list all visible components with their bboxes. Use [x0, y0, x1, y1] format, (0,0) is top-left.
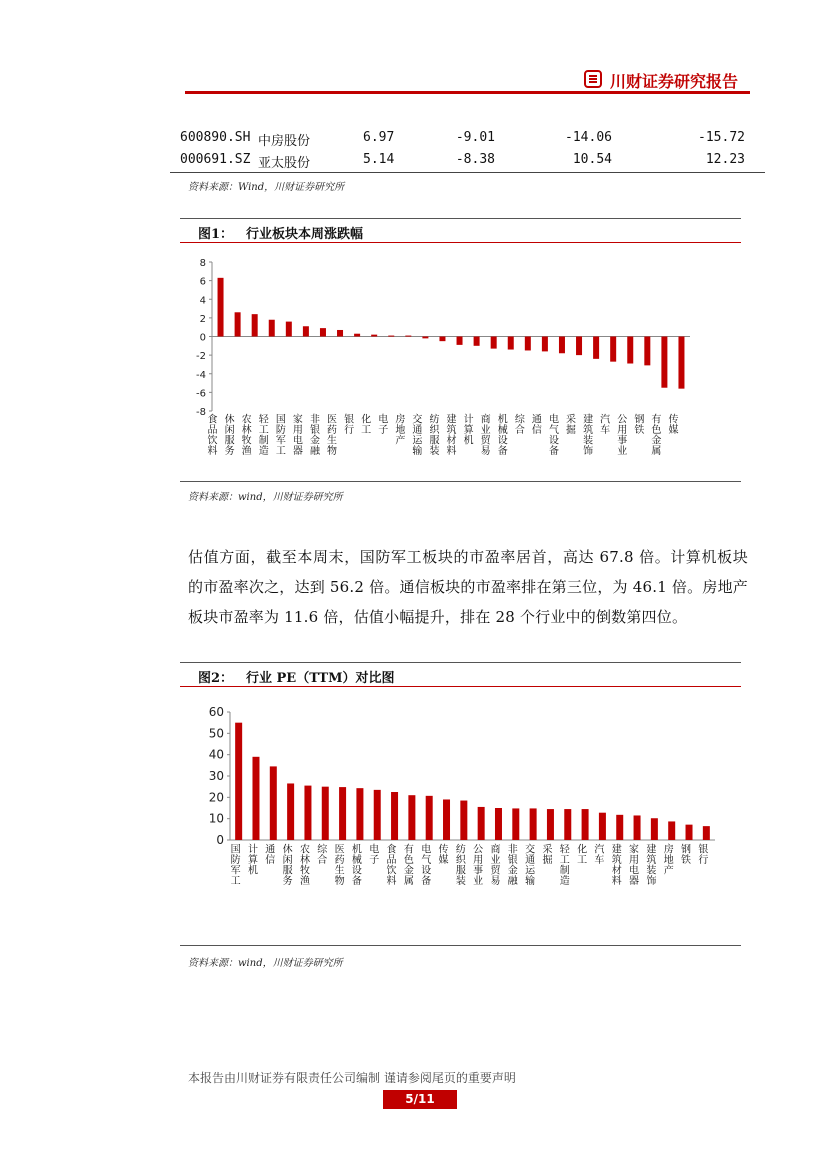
- x-category-label: [549, 413, 559, 458]
- x-category-label: [361, 413, 371, 437]
- x-category-text: 商业贸易: [490, 844, 501, 887]
- x-category-text: 机械设备: [351, 844, 362, 887]
- y-tick-label: 30: [208, 769, 224, 783]
- x-category-label: [532, 414, 542, 437]
- bar: [235, 723, 242, 840]
- x-category-text: 有色金属: [651, 414, 662, 457]
- bar: [564, 809, 571, 840]
- bar: [474, 337, 480, 346]
- bar: [337, 330, 343, 337]
- table-row: [170, 128, 765, 150]
- bar: [303, 326, 309, 336]
- x-category-text: 建筑材料: [611, 844, 622, 887]
- x-category-label: [429, 413, 440, 458]
- x-category-text: 轻工制造: [559, 844, 570, 887]
- bar: [525, 337, 531, 351]
- bar: [426, 796, 433, 840]
- x-category-text: 建筑装饰: [583, 414, 594, 457]
- x-category-text: 房地产: [663, 844, 674, 877]
- bar: [269, 320, 275, 337]
- x-category-label: [310, 413, 321, 458]
- fig1-bottom-rule: [180, 481, 741, 482]
- x-category-label: [646, 843, 656, 888]
- table-row: [170, 150, 765, 172]
- x-category-text: 房地产: [395, 414, 406, 447]
- y-tick-label: 10: [208, 811, 224, 826]
- x-category-text: 农林牧渔: [241, 414, 252, 457]
- x-category-label: [242, 413, 252, 458]
- x-category-label: [283, 843, 293, 888]
- stock-value-1: 6.97: [363, 130, 395, 145]
- x-category-text: 钢铁: [634, 414, 645, 436]
- y-tick-label: 50: [208, 726, 224, 741]
- bar: [542, 337, 548, 352]
- x-category-label: [412, 413, 423, 458]
- x-category-text: 银行: [344, 414, 355, 436]
- bar: [391, 792, 398, 840]
- y-tick-label: -4: [196, 369, 206, 381]
- x-category-text: 计算机: [463, 414, 474, 447]
- bar: [661, 337, 667, 388]
- x-category-text: 综合: [514, 414, 525, 436]
- x-category-text: 国防军工: [230, 844, 241, 887]
- x-category-text: 家用电器: [629, 844, 640, 887]
- x-category-label: [225, 413, 235, 458]
- stock-value-4: 12.23: [705, 152, 745, 167]
- y-tick-label: 0: [216, 833, 224, 847]
- bar: [512, 808, 519, 840]
- x-category-text: 公用事业: [617, 414, 628, 457]
- stock-table: [170, 128, 765, 172]
- stock-code: 000691.SZ: [180, 152, 251, 167]
- bar: [508, 337, 514, 350]
- bar: [405, 336, 411, 337]
- fig2-title: 行业 PE（TTM）对比图: [246, 671, 395, 686]
- bar: [530, 808, 537, 840]
- bar: [651, 818, 658, 840]
- bar: [582, 809, 589, 840]
- x-category-label: [378, 413, 388, 437]
- bar: [610, 337, 616, 362]
- x-category-label: [395, 413, 405, 447]
- x-category-label: [352, 843, 362, 888]
- x-category-label: [651, 413, 661, 458]
- bar: [460, 801, 467, 840]
- x-category-label: [231, 844, 241, 888]
- fig1-source-note: 资料来源：wind，川财证券研究所: [188, 492, 343, 503]
- bar: [356, 788, 363, 840]
- x-category-text: 传媒: [438, 844, 449, 866]
- fig1-top-rule: [180, 218, 741, 219]
- x-category-label: [259, 414, 270, 458]
- fig1-bar-chart: [180, 250, 741, 480]
- fig2-top-rule: [180, 662, 741, 663]
- x-category-text: 钢铁: [681, 844, 692, 866]
- stock-value-3: -14.06: [565, 130, 612, 145]
- x-category-text: 化工: [577, 844, 588, 866]
- bar: [252, 757, 259, 840]
- y-tick-label: 6: [199, 276, 206, 288]
- x-category-text: 商业贸易: [480, 414, 491, 457]
- x-category-label: [265, 844, 275, 867]
- x-category-text: 国防军工: [275, 414, 286, 457]
- x-category-label: [293, 414, 303, 458]
- x-category-text: 非银金融: [309, 414, 320, 457]
- bar: [388, 336, 394, 337]
- x-category-text: 食品饮料: [386, 844, 397, 887]
- fig1-title-rule: [180, 242, 741, 243]
- x-category-label: [421, 843, 431, 888]
- stock-value-1: 5.14: [363, 152, 395, 167]
- bar: [354, 334, 360, 337]
- x-category-text: 休闲服务: [224, 414, 235, 457]
- x-category-text: 综合: [317, 844, 328, 866]
- bar: [371, 335, 377, 337]
- bar: [491, 337, 497, 349]
- x-category-text: 汽车: [594, 844, 605, 866]
- x-category-text: 化工: [361, 414, 372, 436]
- fig2-bar-chart: [180, 696, 741, 942]
- x-category-text: 医药生物: [334, 844, 345, 887]
- x-category-label: [664, 843, 674, 877]
- x-category-label: [456, 843, 467, 888]
- x-category-text: 建筑材料: [446, 414, 457, 457]
- stock-name: 中房股份: [258, 134, 311, 149]
- bar: [703, 826, 710, 840]
- x-category-text: 传媒: [668, 414, 679, 436]
- stock-value-2: -9.01: [455, 130, 495, 145]
- bar: [286, 322, 292, 337]
- bar: [422, 337, 428, 339]
- x-category-text: 农林牧渔: [299, 844, 310, 887]
- table-bottom-border: [170, 172, 765, 173]
- x-category-label: [248, 843, 258, 877]
- x-category-label: [508, 843, 519, 888]
- bar: [576, 337, 582, 356]
- stock-value-2: -8.38: [455, 152, 495, 167]
- y-tick-label: 20: [208, 790, 224, 805]
- x-category-label: [698, 843, 708, 867]
- y-tick-label: 60: [208, 705, 224, 719]
- stock-value-4: -15.72: [698, 130, 745, 145]
- x-category-label: [634, 413, 644, 437]
- x-category-label: [525, 843, 536, 888]
- x-category-label: [681, 843, 691, 867]
- bar: [668, 821, 675, 840]
- x-category-text: 非银金融: [507, 844, 518, 887]
- x-category-label: [617, 415, 627, 458]
- x-category-text: 有色金属: [403, 844, 414, 887]
- y-tick-label: 4: [199, 295, 206, 307]
- footer-disclaimer: 本报告由川财证券有限责任公司编制 谨请参阅尾页的重要声明: [188, 1071, 516, 1085]
- x-category-text: 轻工制造: [258, 414, 269, 457]
- x-category-text: 采掘: [542, 844, 553, 866]
- x-category-text: 电子: [378, 414, 389, 436]
- bar: [678, 337, 684, 389]
- x-category-text: 电子: [369, 844, 380, 866]
- x-category-text: 纺织服装: [429, 414, 440, 457]
- bar: [547, 809, 554, 840]
- report-header-title: 川财证券研究报告: [610, 72, 739, 91]
- page-number: 5/11: [383, 1090, 457, 1109]
- x-category-text: 通信: [531, 414, 542, 436]
- x-category-text: 交通运输: [412, 414, 423, 457]
- bar: [478, 807, 485, 840]
- y-tick-label: 8: [199, 258, 206, 269]
- x-category-label: [335, 844, 345, 888]
- x-category-label: [276, 414, 286, 458]
- x-category-text: 休闲服务: [282, 844, 293, 887]
- bar: [320, 328, 326, 336]
- y-tick-label: 0: [199, 332, 206, 344]
- header-divider: [185, 91, 750, 94]
- x-category-text: 纺织服装: [455, 844, 466, 887]
- bar: [593, 337, 599, 359]
- x-category-label: [566, 413, 576, 437]
- x-category-text: 家用电器: [292, 414, 303, 457]
- bar: [559, 337, 565, 354]
- bar: [339, 787, 346, 840]
- x-category-text: 医药生物: [327, 414, 338, 457]
- fig2-bottom-rule: [180, 945, 741, 946]
- bar: [270, 766, 277, 840]
- bar: [634, 815, 641, 840]
- bar: [616, 815, 623, 840]
- stock-name: 亚太股份: [258, 156, 311, 171]
- fig2-source-note: 资料来源：wind，川财证券研究所: [188, 958, 343, 969]
- x-category-label: [300, 843, 310, 888]
- fig1-label: 图1：: [198, 227, 234, 242]
- bar: [457, 337, 463, 345]
- y-tick-label: 40: [208, 747, 224, 762]
- bar: [644, 337, 650, 366]
- x-category-text: 建筑装饰: [646, 844, 657, 887]
- x-category-text: 交通运输: [525, 844, 536, 887]
- x-category-label: [594, 844, 604, 867]
- bar: [599, 813, 606, 840]
- x-category-text: 银行: [698, 844, 709, 866]
- x-category-text: 机械设备: [497, 414, 508, 457]
- y-tick-label: -2: [196, 351, 206, 363]
- x-category-label: [490, 843, 501, 888]
- bar: [408, 795, 415, 840]
- x-category-label: [498, 413, 508, 458]
- fig2-label: 图2：: [198, 671, 234, 686]
- x-category-label: [515, 413, 526, 437]
- bar: [374, 790, 381, 840]
- bar: [627, 337, 633, 364]
- x-category-label: [600, 414, 610, 437]
- x-category-label: [542, 843, 552, 867]
- x-category-label: [583, 413, 593, 458]
- bar: [495, 808, 502, 840]
- x-category-label: [560, 844, 571, 888]
- x-category-label: [439, 843, 449, 867]
- bar: [287, 783, 294, 840]
- y-tick-label: 2: [199, 313, 206, 325]
- brand-logo-icon: [584, 70, 602, 88]
- x-category-text: 汽车: [600, 414, 611, 436]
- x-category-text: 计算机: [247, 844, 258, 877]
- x-category-text: 公用事业: [473, 844, 484, 887]
- y-tick-label: -8: [196, 407, 206, 418]
- stock-value-3: 10.54: [572, 152, 612, 167]
- table-source-note: 资料来源：Wind，川财证券研究所: [188, 182, 345, 193]
- bar: [235, 312, 241, 336]
- x-category-label: [612, 843, 622, 888]
- x-category-label: [473, 845, 483, 888]
- bar: [322, 787, 329, 840]
- x-category-label: [464, 413, 474, 447]
- fig2-title-rule: [180, 686, 741, 687]
- bar: [218, 278, 224, 337]
- bar: [439, 337, 445, 342]
- x-category-label: [327, 414, 337, 458]
- bar: [304, 786, 311, 840]
- x-category-label: [317, 843, 328, 867]
- x-category-text: 电气设备: [421, 844, 432, 887]
- fig1-title: 行业板块本周涨跌幅: [246, 227, 364, 242]
- bar: [252, 314, 258, 336]
- x-category-label: [481, 413, 492, 458]
- stock-code: 600890.SH: [180, 130, 251, 145]
- x-category-label: [208, 413, 218, 458]
- x-category-text: 电气设备: [548, 414, 559, 457]
- x-category-text: 通信: [265, 844, 276, 866]
- x-category-label: [387, 843, 397, 888]
- x-category-label: [447, 413, 457, 458]
- bar: [443, 799, 450, 840]
- x-category-label: [668, 413, 678, 437]
- valuation-paragraph: 估值方面，截至本周末，国防军工板块的市盈率居首，高达 67.8 倍。计算机板块的市盈率次之，达到 56.2 倍。通信板块的市盈率排在第三位，为 46.1 倍。房地产板块市盈率为 11.6 倍，估值小幅提升，排在 28 个行业中的倒数第四位。: [188, 548, 748, 626]
- x-category-text: 食品饮料: [207, 414, 218, 457]
- y-tick-label: -6: [196, 388, 206, 400]
- x-category-label: [344, 413, 354, 437]
- x-category-text: 采掘: [566, 414, 577, 436]
- x-category-label: [577, 843, 587, 867]
- x-category-label: [404, 843, 414, 888]
- bar: [686, 825, 693, 840]
- x-category-label: [369, 843, 379, 867]
- x-category-label: [629, 844, 639, 888]
